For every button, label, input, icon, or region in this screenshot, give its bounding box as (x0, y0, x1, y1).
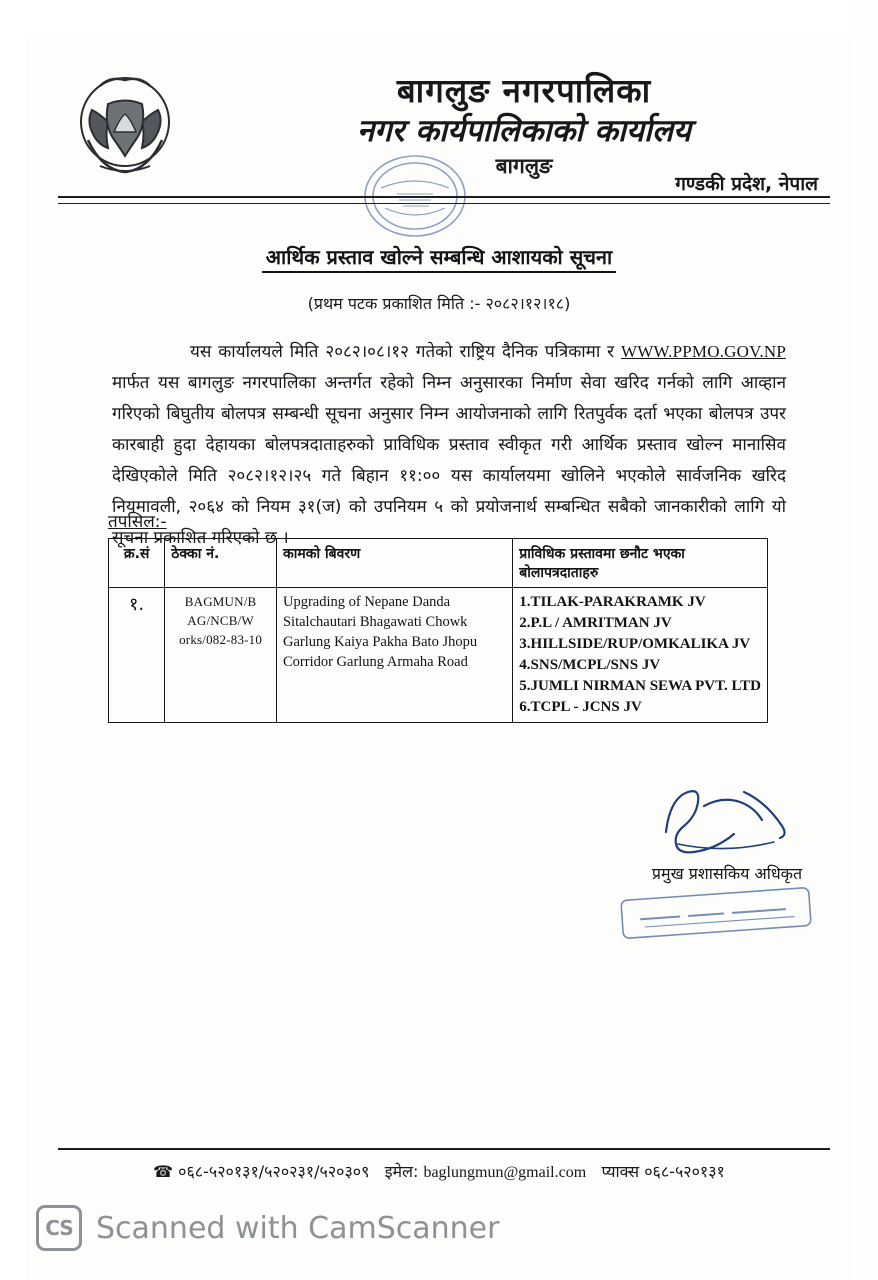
camscanner-watermark (36, 1205, 499, 1251)
scan-edge-top (0, 0, 878, 34)
body-line-2: यस बागलुङ नगरपालिका अन्तर्गत रहेको निम्न अनुसारका निर्माण सेवा खरिद गर्नको लागि आव्हान गरिएको बिघुतीय (112, 373, 786, 424)
bidder-item: 6.TCPL - JCNS JV (519, 699, 642, 715)
camscanner-logo-icon: CS (36, 1205, 82, 1251)
page-title-text: आर्थिक प्रस्ताव खोल्ने सम्बन्धि आशायको सूचना (262, 245, 616, 273)
organization-name: बागलुङ नगरपालिका (396, 71, 652, 110)
bidders-table (108, 538, 768, 723)
column-header-tender-no: ठेक्का नं. (165, 539, 277, 588)
organization-province: गण्डकी प्रदेश, नेपाल (675, 173, 818, 195)
nepal-government-emblem-icon (70, 70, 180, 180)
column-header-sn: क्र.सं (109, 539, 165, 588)
scan-edge-left (0, 0, 26, 1280)
cell-description: Upgrading of Nepane Danda Sitalchautari Bhagawati Chowk Garlung Kaiya Pakha Bato Jhopu Corridor Garlung Armaha Road (276, 588, 512, 723)
handwritten-signature-icon (648, 778, 818, 868)
telephone-icon: ☎ (153, 1162, 174, 1181)
footer-fax-label: प्याक्स (601, 1162, 640, 1181)
camscanner-label: Scanned with CamScanner (96, 1210, 500, 1246)
cell-tender-no: BAGMUN/B AG/NCB/W orks/082-83-10 (165, 588, 277, 723)
bidder-item: 4.SNS/MCPL/SNS JV (519, 657, 661, 673)
tapsil-label: तपसिल:- (108, 512, 167, 532)
organization-office: नगर कार्यपालिकाको कार्यालय (357, 112, 691, 149)
page-title (0, 243, 878, 270)
body-line-5: बिहान ११:०० यस कार्यालयमा खोलिने भएकोले सार्वजनिक खरिद नियमावली, २०६४ को नियम ३१(ज) को उपनियम (112, 466, 786, 517)
bidder-item: 5.JUMLI NIRMAN SEWA PVT. LTD (519, 678, 761, 694)
letterhead (60, 60, 838, 195)
scan-edge-right (854, 0, 878, 1280)
footer-email[interactable]: baglungmun@gmail.com (423, 1164, 587, 1181)
organization-place: बागलुङ (495, 154, 553, 179)
bidder-item: 2.P.L / AMRITMAN JV (519, 615, 672, 631)
body-line-3: बोलपत्र सम्बन्धी सूचना अनुसार निम्न आयोजनाको लागि रितपुर्वक दर्ता भएका बोलपत्र उपर कारबाही हुदा देहायका (112, 404, 787, 455)
signature-designation: प्रमुख प्रशासकिय अधिकृत (651, 864, 803, 883)
publication-date: (प्रथम पटक प्रकाशित मिति :- २०८२।१२।१८) (307, 294, 571, 313)
notice-body (112, 336, 786, 554)
header-divider (58, 196, 830, 204)
footer-divider (58, 1148, 830, 1150)
body-line-1-end: मार्फत (112, 373, 150, 393)
table-header-row (109, 539, 768, 588)
cell-sn: १. (109, 588, 165, 723)
footer-phone: ०६८-५२०१३१/५२०२३१/५२०३०९ (178, 1162, 370, 1181)
footer-email-label: इमेल: (384, 1162, 419, 1181)
body-line-4: बोलपत्रदाताहरुको प्राविधिक प्रस्ताव स्वीकृत गरी आर्थिक प्रस्ताव खोल्न मानासिव देखिएकोले मिति २०८२।१२।२५ गते (112, 435, 786, 486)
cell-bidders (513, 588, 768, 723)
letterhead-text (210, 72, 838, 180)
footer-fax: ०६८-५२०१३१ (644, 1162, 725, 1181)
column-header-description: कामको बिवरण (276, 539, 512, 588)
footer-contact (0, 1160, 878, 1182)
ppmo-url[interactable]: WWW.PPMO.GOV.NP (621, 342, 786, 361)
designation-stamp-icon (596, 880, 836, 950)
column-header-bidders: प्राविधिक प्रस्तावमा छनौट भएका बोलापत्रदाताहरु (513, 539, 768, 588)
body-line-1: यस कार्यालयले मिति २०८२।०८।१२ गतेको राष्ट्रिय दैनिक पत्रिकामा र (190, 342, 621, 362)
bidder-item: 3.HILLSIDE/RUP/OMKALIKA JV (519, 636, 751, 652)
body-line-6: ५ को प्रयोजनार्थ सम्बन्धित सबैको जानकारीको लागि यो सूचना प्रकाशित गरिएको छ । (112, 497, 787, 548)
table-row (109, 588, 768, 723)
bidder-item: 1.TILAK-PARAKRAMK JV (519, 594, 706, 610)
